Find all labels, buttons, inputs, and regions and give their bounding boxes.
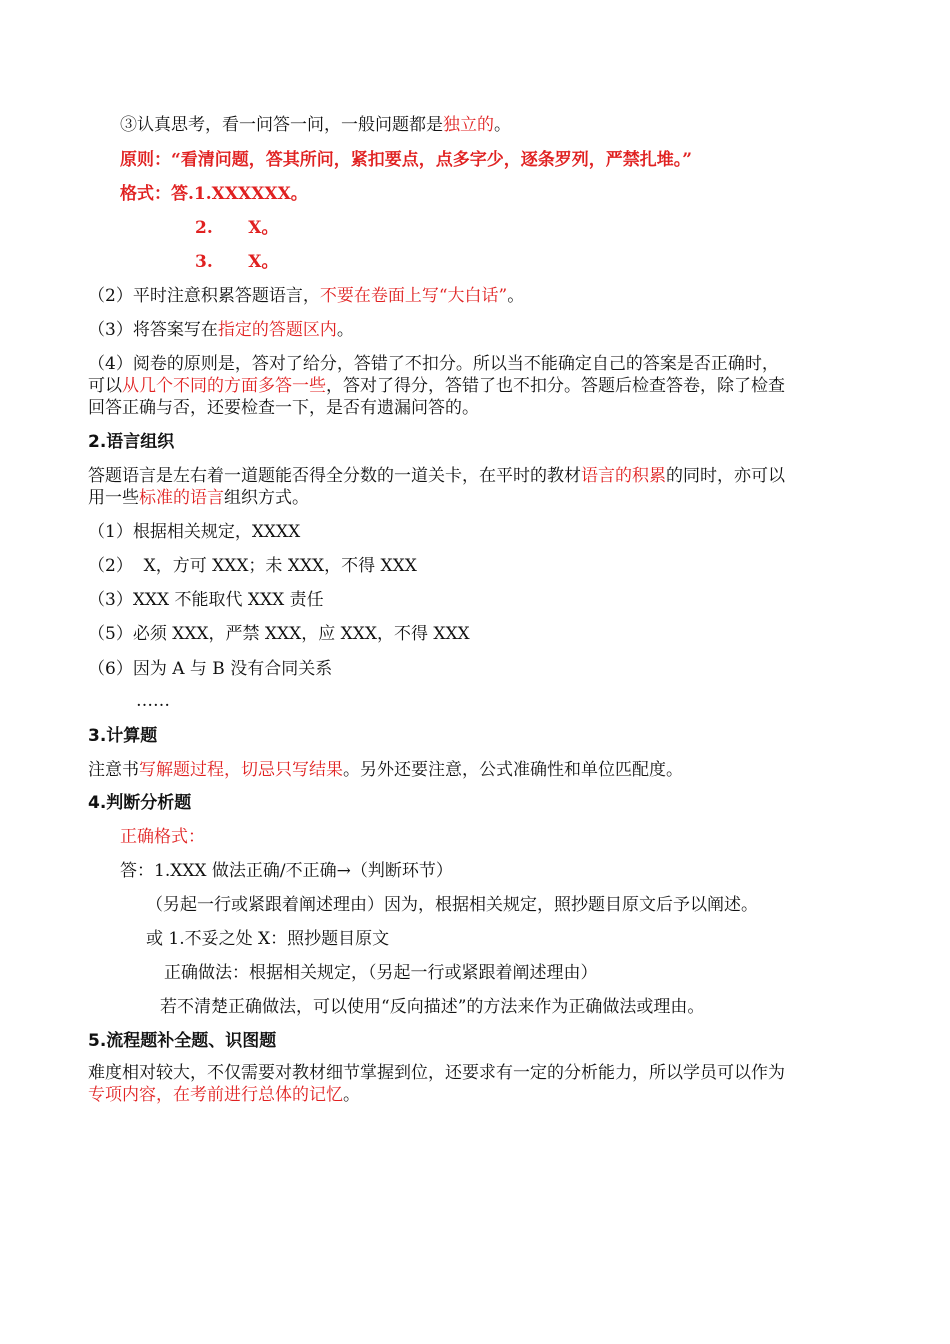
- section-2-line-2: 用一些标准的语言组织方式。: [88, 488, 309, 508]
- section-3-heading: 3.计算题: [88, 726, 158, 746]
- point-4-line-2: 可以从几个不同的方面多答一些，答对了得分，答错了也不扣分。答题后检查答卷，除了检查: [88, 376, 785, 396]
- section-4-line-3: 或 1.不妥之处 X：照抄题目原文: [146, 929, 390, 949]
- list-item: （6）因为 A 与 B 没有合同关系: [88, 659, 333, 679]
- format-line-3: 3. X。: [195, 252, 279, 272]
- format-line: 格式：答.1.XXXXXX。: [120, 184, 308, 204]
- item-3-line: ③认真思考，看一问答一问，一般问题都是独立的。: [120, 115, 511, 135]
- section-4-line-4: 正确做法：根据相关规定，（另起一行或紧跟着阐述理由）: [164, 963, 598, 983]
- section-4-line-2: （另起一行或紧跟着阐述理由）因为，根据相关规定，照抄题目原文后予以阐述。: [146, 895, 758, 915]
- list-item: （3）XXX 不能取代 XXX 责任: [88, 590, 324, 610]
- section-4-line-1: 答：1.XXX 做法正确/不正确→（判断环节）: [120, 861, 453, 881]
- highlight-independent: 独立的: [443, 115, 494, 135]
- section-5-line-1: 难度相对较大，不仅需要对教材细节掌握到位，还要求有一定的分析能力，所以学员可以作为: [88, 1063, 785, 1083]
- point-4-line-3: 回答正确与否，还要检查一下，是否有遗漏问答的。: [88, 398, 479, 418]
- section-4-heading: 4.判断分析题: [88, 793, 192, 813]
- correct-format-label: 正确格式：: [120, 827, 205, 847]
- point-4-line-1: （4）阅卷的原则是，答对了给分，答错了不扣分。所以当不能确定自己的答案是否正确时，: [88, 354, 779, 374]
- list-item: （5）必须 XXX，严禁 XXX，应 XXX，不得 XXX: [88, 624, 470, 644]
- principle-line: 原则：“看清问题，答其所问，紧扣要点，点多字少，逐条罗列，严禁扎堆。”: [120, 150, 693, 170]
- list-item: （2） X，方可 XXX；未 XXX，不得 XXX: [88, 556, 417, 576]
- section-5-line-2: 专项内容，在考前进行总体的记忆。: [88, 1085, 360, 1105]
- ellipsis: ……: [136, 691, 170, 711]
- format-line-2: 2. X。: [195, 218, 279, 238]
- point-2-line: （2）平时注意积累答题语言，不要在卷面上写“大白话”。: [88, 286, 525, 306]
- section-4-line-5: 若不清楚正确做法，可以使用“反向描述”的方法来作为正确做法或理由。: [160, 997, 705, 1017]
- list-item: （1）根据相关规定，XXXX: [88, 522, 301, 542]
- section-5-heading: 5.流程题补全题、识图题: [88, 1031, 277, 1051]
- section-2-heading: 2.语言组织: [88, 432, 175, 452]
- section-2-line-1: 答题语言是左右着一道题能否得全分数的一道关卡，在平时的教材语言的积累的同时，亦可以: [88, 466, 785, 486]
- section-3-line: 注意书写解题过程，切忌只写结果。另外还要注意，公式准确性和单位匹配度。: [88, 760, 683, 780]
- point-3-line: （3）将答案写在指定的答题区内。: [88, 320, 354, 340]
